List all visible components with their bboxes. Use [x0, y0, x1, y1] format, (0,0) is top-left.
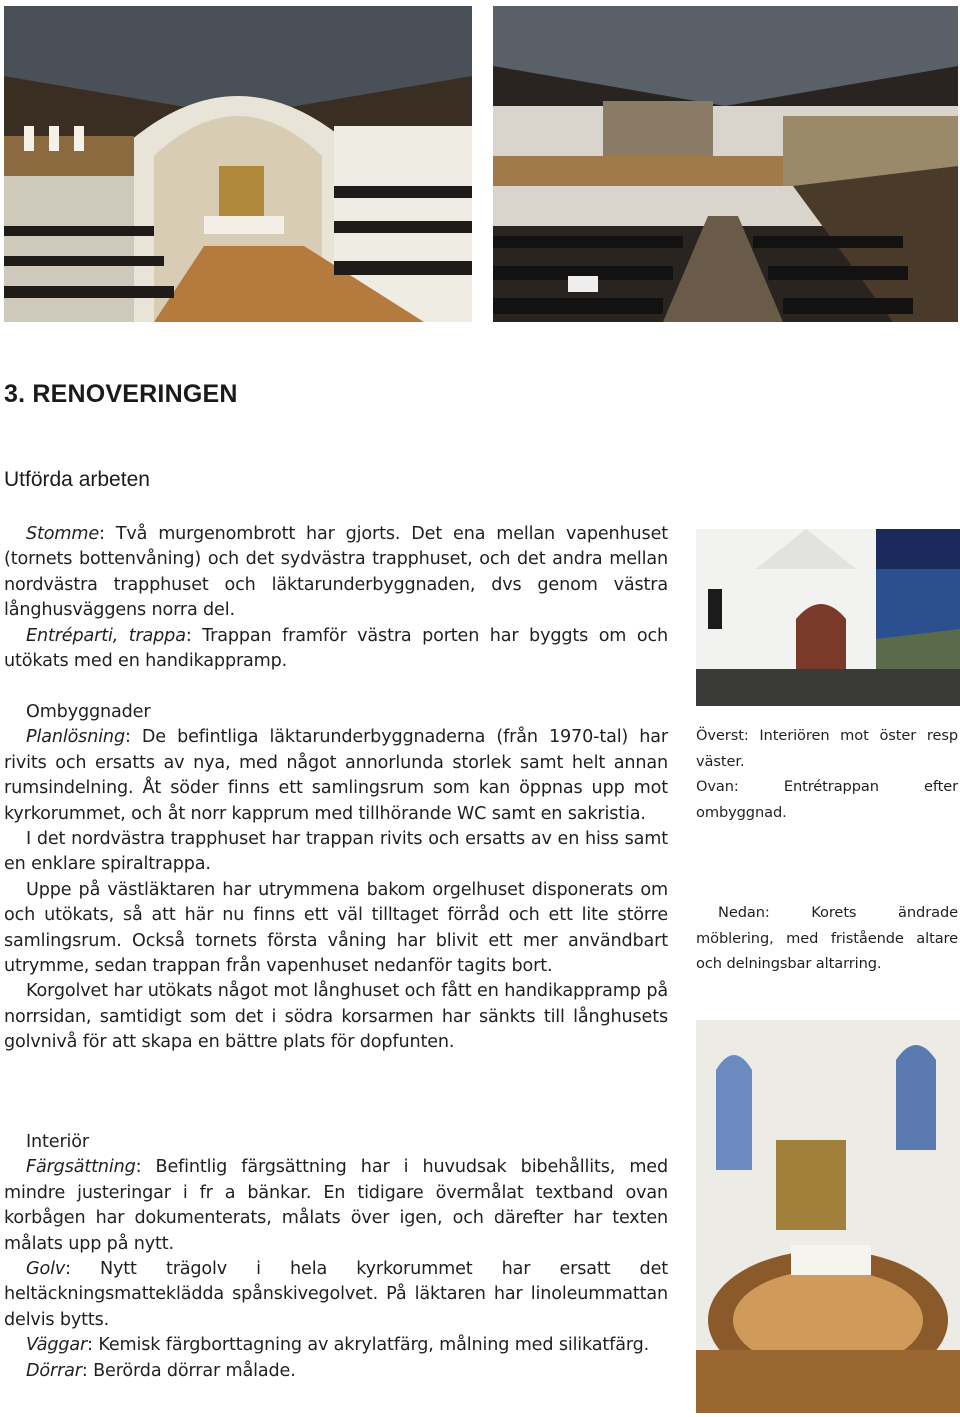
entrance-photo: [696, 529, 960, 706]
caption-top: [696, 723, 958, 825]
paragraph-vastlaktare: Uppe på västläktaren har utrymmena bakom orgelhuset disponerats om och utökats, så att här nu finns ett väl tilltaget förråd och ett lite större samlingsrum. Också tornets första våning har blivit ett mer användbart utrymme, sedan trappan från vapenhuset nedanför tagits bort.: [4, 879, 668, 977]
rebuild-block: [4, 700, 668, 1056]
choir-photo: [696, 1020, 960, 1413]
interior-block: [4, 1130, 668, 1384]
caption-choir: Nedan: Korets ändrade möblering, med fristående altare och delningsbar altarring.: [696, 904, 958, 973]
paragraph-fargsattning: Färgsättning: Befintlig färgsättning har i huvudsak bibehållits, med mindre justeringar i fr a bänkar. En tidigare övermålat textband ovan korbågen har dokumenterats, målats över igen, och därefter har texten målats upp på nytt.: [4, 1157, 668, 1254]
interior-east-photo: [4, 6, 472, 322]
paragraph-dorrar: Dörrar: Berörda dörrar målade.: [26, 1360, 296, 1381]
paragraph-planlosning: Planlösning: De befintliga läktarunderbyggnaderna (från 1970-tal) har rivits och ersatts av nya, med något annorlunda storlek samt helt annan rumsindelning. Åt söder finns ett samlingsrum som kan öppnas upp mot kyrkorummet, och åt norr kapprum med tillhörande WC samt en sakristia.: [4, 727, 668, 824]
rebuild-title: Ombyggnader: [26, 702, 151, 722]
caption-bottom: [696, 900, 958, 977]
paragraph-trapphus: I det nordvästra trapphuset har trappan rivits och ersatts av en hiss samt en enklare spiraltrappa.: [4, 829, 668, 875]
paragraph-entre: Entréparti, trappa: Trappan framför västra porten har byggts om och utökats med en handikappramp.: [4, 625, 668, 672]
paragraph-golv: Golv: Nytt trägolv i hela kyrkorummet har ersatt det heltäckningsmatteklädda spånskivegolvet. På läktaren har linoleummattan delvis bytts.: [4, 1259, 668, 1330]
interior-title: Interiör: [26, 1132, 89, 1152]
paragraph-korgolv: Korgolvet har utökats något mot långhuset och fått en handikappramp på norrsidan, samtidigt som det i södra korsarmen har sänkts till långhusets golvnivå för att skapa en bättre plats för dopfunten.: [4, 981, 668, 1053]
caption-interior: Överst: Interiören mot öster resp väster.: [696, 727, 958, 770]
paragraph-vaggar: Väggar: Kemisk färgborttagning av akrylatfärg, målning med silikatfärg.: [26, 1335, 650, 1356]
subheading: Utförda arbeten: [4, 468, 150, 491]
works-block: [4, 522, 668, 674]
caption-entrance: Ovan: Entrétrappan efter ombyggnad.: [696, 778, 958, 821]
interior-west-photo: [493, 6, 958, 322]
paragraph-stomme: Stomme: Två murgenombrott har gjorts. Det ena mellan vapenhuset (tornets bottenvåning) och det sydvästra trapphuset, och det andra mellan nordvästra trapphuset och läktarunderbyggnaden, dvs genom västra långhusväggens norra del.: [4, 524, 668, 621]
section-heading: 3. RENOVERINGEN: [4, 380, 238, 408]
